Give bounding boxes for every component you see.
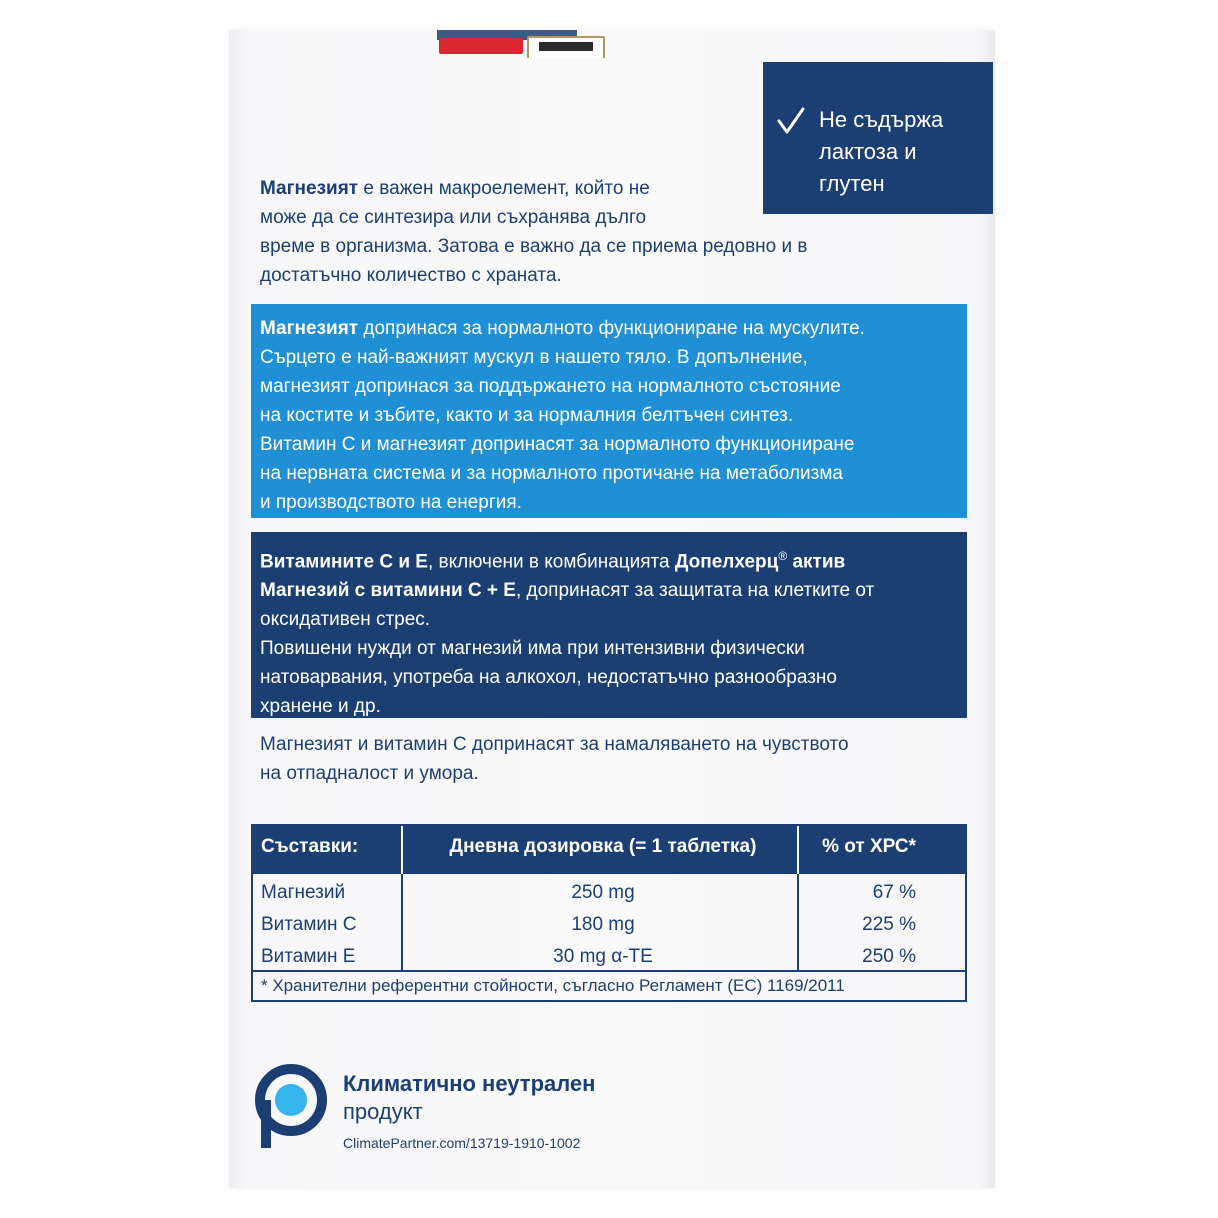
table-header [253,826,965,874]
table-cell-dose: 30 mg α-TE [553,946,653,967]
table-divider [401,826,403,874]
table-cell-ingredient: Магнезий [261,882,346,903]
blue-box-line: на нервната система и за нормалното протичане на метаболизма [260,463,843,484]
blue-box-line: магнезият допринася за поддържането на нормалното състояние [260,376,841,397]
badge-line: Не съдържа [819,107,944,132]
gold-label-strip [527,36,605,58]
navy-box-product-name: Магнезий с витамини С + Е [260,580,516,602]
checkmark-icon [777,106,805,136]
table-cell-dose: 250 mg [571,882,635,903]
navy-box-bold: Витамините С и Е [260,551,428,573]
table-cell-dose: 180 mg [571,914,635,935]
header-daily-dose: Дневна дозировка (= 1 таблетка) [449,836,757,857]
climatepartner-logo-icon [251,1060,331,1152]
header-percent-nrv: % от ХРС* [822,836,916,857]
intro-line: достатъчно количество с храната. [260,265,562,286]
header-ingredients: Съставки: [261,836,359,857]
fatigue-line: на отпадналост и умора. [260,763,479,784]
registered-mark: ® [778,549,788,563]
climate-neutral-label [343,1070,595,1154]
fatigue-paragraph [260,730,849,788]
table-divider [797,826,799,874]
blue-box-bold: Магнезият [260,318,359,339]
table-cell-percent: 225 % [862,914,916,935]
blue-box-line: и производството на енергия. [260,492,522,513]
navy-box-text: , допринасят за защитата на клетките от [515,580,875,602]
blue-box-line: Сърцето е най-важният мускул в нашето тяло. В допълнение, [260,347,808,368]
navy-box-text: , включени в комбинацията [427,551,675,573]
table-cell-percent: 250 % [862,946,916,967]
intro-line: е важен макроелемент, който не [358,178,650,199]
ingredients-table [251,824,967,1002]
navy-box-line: натоварвания, употреба на алкохол, недостатъчно разнообразно [260,667,837,689]
navy-box-brand: Допелхерц [674,551,779,573]
package-top-flap [229,30,995,58]
fatigue-line: Магнезият и витамин С допринасят за намаляването на чувството [260,734,849,755]
table-cell-percent: 67 % [872,882,916,903]
intro-line: време в организма. Затова е важно да се приема редовно и в [260,236,808,257]
intro-paragraph [260,174,980,290]
intro-bold: Магнезият [260,178,359,199]
badge-line: лактоза и [819,139,917,164]
climate-title: Климатично неутрален [343,1071,596,1096]
table-footnote: * Хранителни референтни стойности, съгласно Регламент (ЕС) 1169/2011 [261,976,845,995]
navy-box-line: хранене и др. [260,696,381,718]
blue-box-line: Витамин С и магнезият допринасят за нормалното функциониране [260,434,855,455]
package-panel [229,30,995,1188]
vitamins-info-box [251,532,967,718]
red-label-strip [439,38,523,54]
climate-url: ClimatePartner.com/13719-1910-1002 [343,1135,581,1151]
footnote-divider [253,970,965,974]
navy-box-bold: актив [787,551,846,573]
blue-box-line: допринася за нормалното функциониране на мускулите. [358,318,865,339]
table-cell-ingredient: Витамин Е [261,946,356,967]
climate-subtitle: продукт [343,1099,423,1124]
badge-line: глутен [819,171,885,196]
intro-line: може да се синтезира или съхранява дълго [260,207,647,228]
table-cell-ingredient: Витамин С [261,914,357,935]
blue-box-line: на костите и зъбите, както и за нормалния белтъчен синтез. [260,405,794,426]
magnesium-benefits-box [251,304,967,518]
navy-box-line: Повишени нужди от магнезий има при интензивни физически [260,638,805,660]
navy-box-line: оксидативен стрес. [260,609,431,631]
